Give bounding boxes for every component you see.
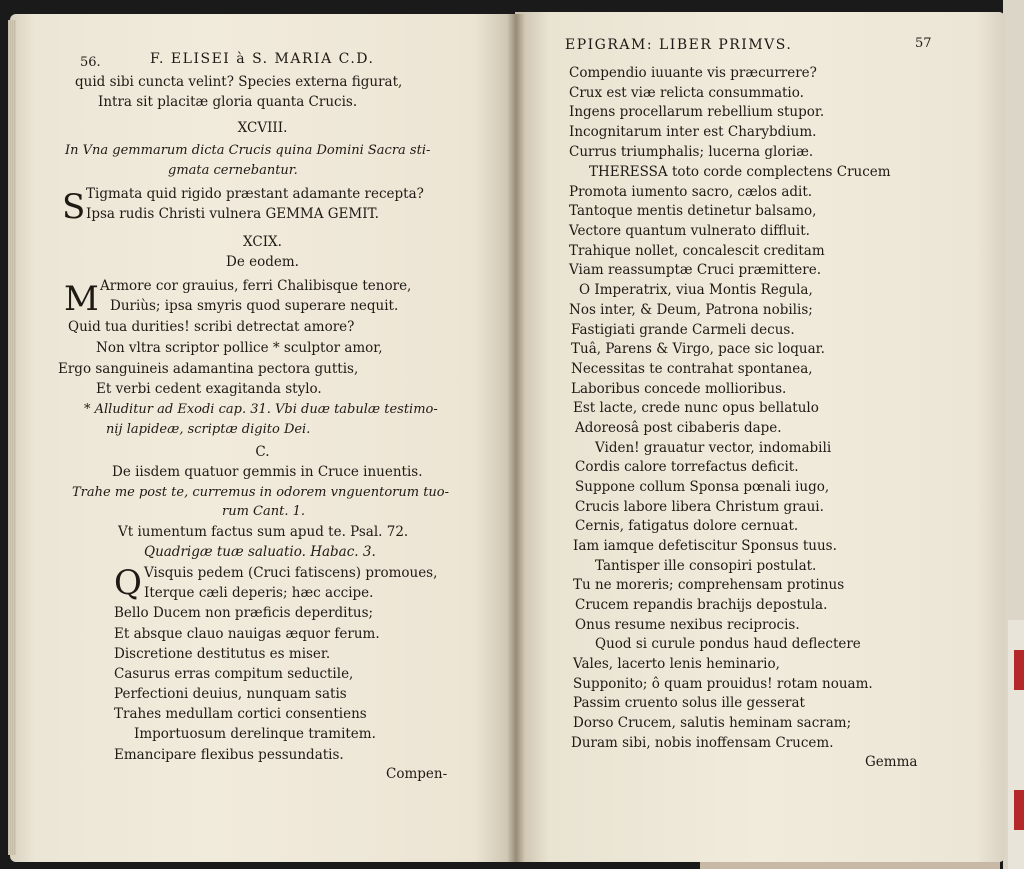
right-page bbox=[515, 12, 1005, 862]
text-line: Viden! grauatur vector, indomabili bbox=[595, 440, 832, 456]
text-line: Tigmata quid rigido præstant adamante recepta? bbox=[86, 186, 424, 202]
section-subtitle: De eodem. bbox=[226, 254, 299, 270]
text-line: Intra sit placitæ gloria quanta Crucis. bbox=[98, 94, 358, 110]
text-line: Tantisper ille consopiri postulat. bbox=[595, 558, 817, 574]
text-line: Suppone collum Sponsa pœnali iugo, bbox=[575, 479, 830, 495]
text-line: Casurus erras compitum seductile, bbox=[114, 666, 354, 682]
text-line: Bello Ducem non præficis deperditus; bbox=[114, 605, 374, 621]
text-line: Laboribus concede mollioribus. bbox=[571, 381, 787, 397]
text-line: Ingens procellarum rebellium stupor. bbox=[569, 104, 825, 120]
text-line: Est lacte, crede nunc opus bellatulo bbox=[573, 400, 819, 416]
text-line: Importuosum derelinque tramitem. bbox=[134, 726, 376, 742]
text-line: Trahique nollet, concalescit creditam bbox=[569, 243, 825, 259]
text-line: Supponito; ô quam prouidus! rotam nouam. bbox=[573, 676, 873, 692]
drop-cap: M bbox=[64, 279, 99, 319]
text-line: Promota iumento sacro, cælos adit. bbox=[569, 184, 813, 200]
text-line: Tu ne moreris; comprehensam protinus bbox=[573, 577, 845, 593]
text-line: Passim cruento solus ille gesserat bbox=[573, 695, 805, 711]
catchword: Gemma bbox=[865, 754, 918, 770]
text-line: Viam reassumptæ Cruci præmittere. bbox=[569, 262, 821, 278]
text-line: Trahe me post te, curremus in odorem vnguentorum tuo- bbox=[72, 485, 450, 500]
drop-cap: Q bbox=[114, 563, 142, 603]
text-line: Ergo sanguineis adamantina pectora guttis, bbox=[58, 361, 359, 377]
text-line: gmata cernebantur. bbox=[168, 163, 298, 178]
text-line: Cernis, fatigatus dolore cernuat. bbox=[575, 518, 799, 534]
page-number: 57 bbox=[915, 36, 932, 51]
background-red-mark bbox=[1014, 650, 1024, 690]
left-page bbox=[10, 14, 515, 862]
footnote-line: nij lapideæ, scriptæ digito Dei. bbox=[106, 422, 311, 437]
text-line: Iam iamque defetiscitur Sponsus tuus. bbox=[573, 538, 837, 554]
text-line: Fastigiati grande Carmeli decus. bbox=[571, 322, 795, 338]
section-number: XCIX. bbox=[243, 234, 282, 250]
text-line: Quadrigæ tuæ saluatio. Habac. 3. bbox=[144, 544, 376, 560]
text-line: Compendio iuuante vis præcurrere? bbox=[569, 65, 817, 81]
text-line: Ipsa rudis Christi vulnera GEMMA GEMIT. bbox=[86, 206, 379, 222]
text-line: In Vna gemmarum dicta Crucis quina Domini Sacra sti- bbox=[65, 143, 431, 158]
book-gutter bbox=[507, 14, 525, 862]
text-line: Crux est viæ relicta consummatio. bbox=[569, 85, 804, 101]
text-line: Vt iumentum factus sum apud te. Psal. 72. bbox=[118, 524, 409, 540]
text-line: Perfectioni deuius, nunquam satis bbox=[114, 686, 347, 702]
text-line: Vales, lacerto lenis heminario, bbox=[573, 656, 780, 672]
text-line: Vectore quantum vulnerato diffluit. bbox=[569, 223, 810, 239]
text-line: Non vltra scriptor pollice * sculptor amor, bbox=[96, 340, 383, 356]
text-line: THERESSA toto corde complectens Crucem bbox=[589, 164, 891, 180]
page-stack-edge bbox=[8, 20, 16, 855]
page-number: 56. bbox=[80, 55, 101, 70]
text-line: Necessitas te contrahat spontanea, bbox=[571, 361, 813, 377]
text-line: Quid tua durities! scribi detrectat amore? bbox=[68, 319, 355, 335]
text-line: Cordis calore torrefactus deficit. bbox=[575, 459, 799, 475]
background-red-mark-lower bbox=[1014, 790, 1024, 830]
text-line: Nos inter, & Deum, Patrona nobilis; bbox=[569, 302, 813, 318]
text-line: Armore cor grauius, ferri Chalibisque tenore, bbox=[100, 278, 412, 294]
text-line: Duram sibi, nobis inoffensam Crucem. bbox=[571, 735, 834, 751]
text-line: Visquis pedem (Cruci fatiscens) promoues, bbox=[144, 565, 438, 581]
text-line: Currus triumphalis; lucerna gloriæ. bbox=[569, 144, 814, 160]
text-line: Trahes medullam cortici consentiens bbox=[114, 706, 367, 722]
text-line: Onus resume nexibus reciprocis. bbox=[575, 617, 800, 633]
text-line: Crucis labore libera Christum graui. bbox=[575, 499, 824, 515]
text-line: rum Cant. 1. bbox=[222, 504, 306, 519]
text-line: O Imperatrix, viua Montis Regula, bbox=[579, 282, 813, 298]
text-line: Iterque cæli deperis; hæc accipe. bbox=[144, 585, 374, 601]
footnote-line: * Alluditur ad Exodi cap. 31. Vbi duæ tabulæ testimo- bbox=[84, 402, 438, 417]
text-line: quid sibi cuncta velint? Species externa figurat, bbox=[75, 74, 403, 90]
catchword: Compen- bbox=[386, 766, 448, 782]
text-line: Tantoque mentis detinetur balsamo, bbox=[569, 203, 817, 219]
drop-cap: S bbox=[62, 187, 86, 227]
text-line: Duriùs; ipsa smyris quod superare nequit. bbox=[110, 298, 399, 314]
section-number: XCVIII. bbox=[237, 120, 288, 136]
text-line: Incognitarum inter est Charybdium. bbox=[569, 124, 817, 140]
text-line: Emancipare flexibus pessundatis. bbox=[114, 747, 344, 763]
text-line: Et verbi cedent exagitanda stylo. bbox=[96, 381, 322, 397]
text-line: Et absque clauo nauigas æquor ferum. bbox=[114, 626, 380, 642]
text-line: Dorso Crucem, salutis heminam sacram; bbox=[573, 715, 852, 731]
running-head: F. ELISEI à S. MARIA C.D. bbox=[150, 51, 375, 67]
running-head: EPIGRAM: LIBER PRIMVS. bbox=[565, 37, 793, 53]
section-subtitle: De iisdem quatuor gemmis in Cruce inuentis. bbox=[112, 464, 423, 480]
text-line: Quod si curule pondus haud deflectere bbox=[595, 636, 861, 652]
text-line: Discretione destitutus es miser. bbox=[114, 646, 331, 662]
section-number: C. bbox=[255, 444, 270, 460]
text-line: Adoreosâ post cibaberis dape. bbox=[575, 420, 782, 436]
text-line: Tuâ, Parens & Virgo, pace sic loquar. bbox=[571, 341, 825, 357]
text-line: Crucem repandis brachijs depostula. bbox=[575, 597, 828, 613]
